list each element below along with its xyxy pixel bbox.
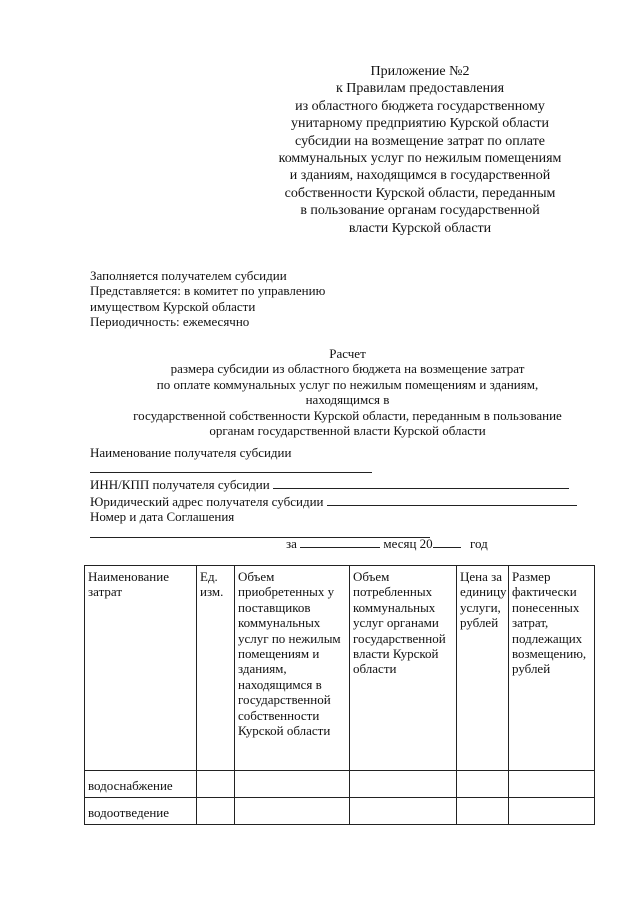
appendix-header-line: собственности Курской области, переданным bbox=[284, 185, 556, 201]
appendix-header-line: унитарному предприятию Курской области bbox=[290, 116, 550, 132]
inn-kpp-label: ИНН/КПП получателя субсидии bbox=[90, 477, 270, 493]
period-month-line[interactable] bbox=[300, 535, 380, 548]
period-month: месяц 20 bbox=[383, 536, 433, 551]
recipient-name-label: Наименование получателя субсидии bbox=[90, 445, 292, 460]
calculation-subtitle-line: органам государственной власти Курской области bbox=[209, 423, 486, 439]
costs-table bbox=[84, 565, 595, 825]
frequency-text: Периодичность: ежемесячно bbox=[90, 314, 250, 330]
submitted-to-text: Представляется: в комитет по управлению bbox=[90, 283, 326, 299]
header-unit: Ед. изм. bbox=[197, 566, 235, 771]
submitted-to-text-cont: имуществом Курской области bbox=[90, 298, 256, 314]
appendix-header-line: из областного бюджета государственному bbox=[295, 98, 545, 114]
table-cell[interactable] bbox=[509, 798, 595, 825]
inn-kpp-row bbox=[90, 476, 590, 492]
period-year: год bbox=[469, 536, 488, 551]
table-cell[interactable] bbox=[197, 798, 235, 825]
row-label-water-supply: водоснабжение bbox=[85, 771, 197, 798]
calculation-subtitle-line: государственной собственности Курской области, переданным в пользование bbox=[133, 407, 562, 423]
table-header-row bbox=[85, 566, 595, 771]
report-period bbox=[286, 535, 488, 552]
filled-by-text: Заполняется получателем субсидии bbox=[90, 268, 287, 283]
appendix-header bbox=[230, 63, 610, 237]
header-actual-costs: Размер фактически понесенных затрат, подлежащих возмещению, рублей bbox=[509, 566, 595, 771]
table-cell[interactable] bbox=[197, 771, 235, 798]
calculation-title-block bbox=[90, 346, 605, 438]
appendix-header-line: коммунальных услуг по нежилым помещениям bbox=[278, 151, 562, 167]
table-cell[interactable] bbox=[457, 771, 509, 798]
row-label-water-disposal: водоотведение bbox=[85, 798, 197, 825]
table-cell[interactable] bbox=[235, 771, 350, 798]
header-purchased-volume: Объем приобретенных у поставщиков коммунальных услуг по нежилым помещениям и зданиям, находящимся в государственной собственности Курской области bbox=[235, 566, 350, 771]
calculation-title: Расчет bbox=[329, 346, 366, 361]
table-cell[interactable] bbox=[350, 798, 457, 825]
header-consumed-volume: Объем потребленных коммунальных услуг органами государственной власти Курской области bbox=[350, 566, 457, 771]
period-year-line[interactable] bbox=[433, 535, 461, 548]
legal-address-row bbox=[90, 493, 590, 509]
calculation-subtitle-line: находящимся в bbox=[305, 392, 390, 408]
calculation-subtitle-line: размера субсидии из областного бюджета на возмещение затрат bbox=[170, 361, 525, 377]
table-cell[interactable] bbox=[235, 798, 350, 825]
period-za: за bbox=[286, 536, 297, 551]
appendix-header-line: к Правилам предоставления bbox=[335, 81, 505, 97]
appendix-header-line: и зданиям, находящимся в государственной bbox=[289, 168, 551, 184]
table-cell[interactable] bbox=[350, 771, 457, 798]
calculation-subtitle-line: по оплате коммунальных услуг по нежилым помещениям и зданиям, bbox=[156, 376, 539, 392]
recipient-fields bbox=[90, 445, 590, 541]
header-cost-name: Наименование затрат bbox=[85, 566, 197, 771]
legal-address-line[interactable] bbox=[327, 493, 577, 506]
inn-kpp-line[interactable] bbox=[273, 476, 569, 489]
table-cell[interactable] bbox=[457, 798, 509, 825]
recipient-name-line[interactable] bbox=[90, 460, 372, 473]
appendix-header-line: в пользование органам государственной bbox=[300, 203, 540, 219]
agreement-label: Номер и дата Соглашения bbox=[90, 509, 235, 525]
appendix-header-line: Приложение №2 bbox=[370, 64, 470, 79]
table-row bbox=[85, 798, 595, 825]
table-row bbox=[85, 771, 595, 798]
appendix-header-line: субсидии на возмещение затрат по оплате bbox=[295, 133, 545, 149]
table-cell[interactable] bbox=[509, 771, 595, 798]
legal-address-label: Юридический адрес получателя субсидии bbox=[90, 493, 324, 509]
appendix-header-line: власти Курской области bbox=[348, 220, 492, 236]
submission-info bbox=[90, 268, 390, 330]
header-unit-price: Цена за единицу услуги, рублей bbox=[457, 566, 509, 771]
